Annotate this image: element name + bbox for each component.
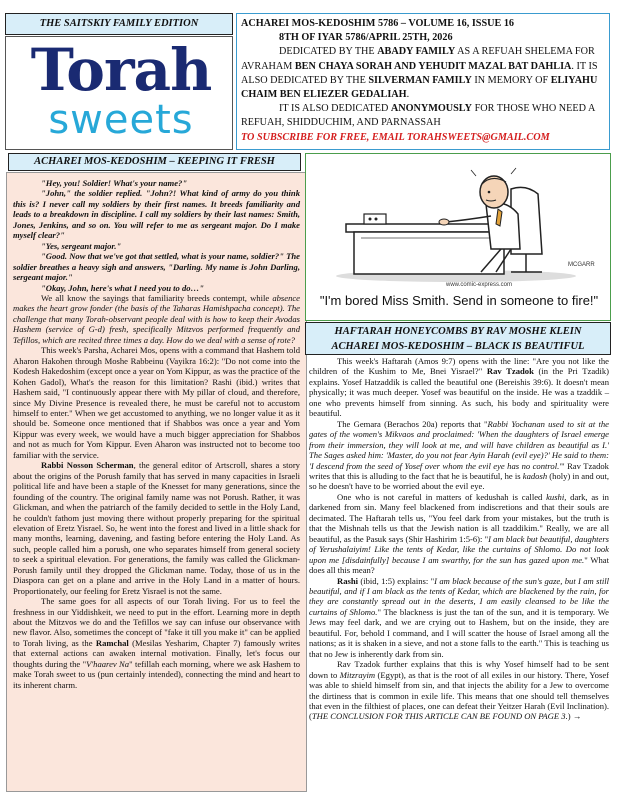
article2-title-line1: HAFTARAH HONEYCOMBS BY RAV MOSHE KLEIN — [334, 326, 582, 337]
cartoon-caption: "I'm bored Miss Smith. Send in someone to fire!" — [319, 293, 599, 308]
edition-label: THE SAITSKIY FAMILY EDITION — [5, 13, 233, 35]
article2-paragraph: Rashi (ibid, 1:5) explains: "I am black because of the sun's gaze, but I am still beautiful, and if I am black as the tents of Kedar, which are blackened by the rain, for they are constantly spread out in the deserts, I am easily cleansed to be like the curtains of Shlomo." The blackness is just the tan of the sun, and it is temporary. We Jews may feel dark, and we are crying out to Hashem, but on the inside, they are beautiful. For, behold I command, and I will scatter the house of Israel among all the nations; as it is shaken in a sieve, and not a stone falls to the earth." This is teaching us that no Jew is inherently dark from sin. — [309, 575, 609, 659]
article1-paragraph: Rabbi Nosson Scherman, the general editor of Artscroll, shares a story about the origins of the Porush family that has served in many capacities in Israeli political life and have been a staple of the Knesset for many generations, since the founding of the country. The original family name was not Porush. Rather, it was Glickman, and when the patriarch of the family decided to settle in the Holy Land, he couldn't fathom just moving there without properly preparing for the spiritual elevation of Eretz Yisrael. So, he went into the forest and lived in a little shack for many months, learning, davening, and fasting before entering the Holy Land. As such, people called him a porush, one who separates himself from general society to seek a spiritual elevation. For generations, the family was called the Glickman-Porush family until they dropped the Glickman name. Today, those of us in the Diaspora can get on a plane and arrive in the Holy Land in a matter of hours. Proportionately, our feeling for Eretz Yisrael is not the same. — [13, 460, 300, 596]
article1-paragraph: This week's Parsha, Acharei Mos, opens with a command that Hashem told Aharon Hakohen through Moshe Rabbeinu (Vayikra 16:2): "Do not come into the Kodesh Hakedoshim (except once a year on Yom Kippur, as was the practice of the Kohen Gadol), What's the reason for this limitation? Rashi (ibid.) writes that Hashem said, "I continuously appear there with My pillar of cloud, and therefore, since My Divine Presence is revealed there, he must be careful not to accustom himself to enter." When we get accustomed to anything, we no longer value it as it should be. Someone once mentioned that if Shabbos was once a year and Yom Kippur was every week, we would have a much bigger appreciation for Shabbos and not as much for Yom Kippur. Even Aharon was instructed not to become too familiar with the service. — [13, 345, 300, 460]
article2-paragraph: One who is not careful in matters of kedushah is called kushi, dark, as in darkened from sin. Many feel blackened from indiscretions and that their souls are decimated. The Haftarah tells us, "You feel dark from your mistakes, but the truth is that the Mishnah tells us that the Jewish nation is all tzaddikim." Really, we are all beautiful, as the Pasuk says (Shir Hashirim 1:5-6): "I am black but beautiful, daughters of Yerushalaiyim! Like the tents of Kedar, like the curtains of Shlomo. Do not look upon me [disdainfully] because I am swarthy, for the sun has gazed upon me." What does all this mean? — [309, 491, 610, 576]
issue-info-box — [236, 13, 610, 150]
article2-title-line2: ACHAREI MOS-KEDOSHIM – BLACK IS BEAUTIFUL — [331, 341, 585, 352]
cartoon-artist-signature: MCGARR — [568, 262, 595, 268]
cartoon-man-hand — [439, 219, 449, 225]
article2-title — [305, 322, 611, 355]
article2-body — [307, 356, 611, 792]
date-line: 8TH OF IYAR 5786/APRIL 25TH, 2026 — [279, 32, 453, 44]
subscribe-line: TO SUBSCRIBE FOR FREE, EMAIL TORAHSWEETS@GMAIL.COM — [241, 131, 550, 143]
cartoon-man-body — [486, 203, 520, 249]
cartoon-motion-line — [511, 168, 516, 174]
issue-line: ACHAREI MOS-KEDOSHIM 5786 – VOLUME 16, ISSUE 16 — [241, 18, 515, 29]
dedication-2: IT IS ALSO DEDICATED ANONYMOUSLY FOR THOSE WHO NEED A REFUAH, SHIDDUCHIM, AND PARNASSAH — [241, 103, 595, 129]
cartoon-man-eye — [488, 191, 491, 194]
article1-paragraph: "Good. Now that we've got that settled, what is your name, soldier?" The soldier breathes a heavy sigh and answers, "Darling. My name is John Darling, sergeant major." — [13, 251, 300, 283]
article1-body — [6, 172, 307, 792]
article1-paragraph: "John," the soldier replied. "John?! What kind of army do you think this is? I never call my soldiers by their first names. It breeds familiarity and leads to a breakdown in discipline. I call my soldiers by their last names: Smith, Jones, Jenkins, and so on. You will refer to me as sergeant major. Do I make myself clear?" — [13, 188, 300, 241]
cartoon-intercom-button — [375, 218, 378, 221]
logo-word-sweets: sweets — [48, 97, 194, 143]
article2-paragraph: Rav Tzadok further explains that this is why Yosef himself had to be sent down to Mitzrayim (Egypt), as that is the root of all exiles in our history. There, Yosef was able to shield himself from sin, and that injects the ability for a Jew to overcome the dirtiness that is common in exile life. This means that one should tell themselves that even in the filthiest of places, one can defeat their Yeitzer Harah (Evil Inclination). (THE CONCLUSION FOR THIS ARTICLE CAN BE FOUND ON PAGE 3.) → — [309, 659, 609, 722]
cartoon-intercom-button — [369, 218, 372, 221]
article1-paragraph: We all know the sayings that familiarity breeds contempt, while absence makes the heart grow fonder (the basis of the Taharas Hamishpacha concept). The challenge that many Torah-observant people deal with is how to keep their Avodas Hashem (service of G-d) fresh, specifically Mitzvos performed frequently and Tefillos, which are recited three times a day. How do we deal with a sense of rote? — [13, 292, 300, 345]
cartoon-url: www.comic-express.com — [446, 282, 513, 288]
article1-paragraph: The same goes for all aspects of our Torah living. For us to feel the freshness in our Yiddishkeit, we need to put in the effort. Learning more in depth about the Mitzvos we do and the Tefillos we say can infuse our observance with new flavor. Also, sometimes the concept of "fake it till you make it" can be applied to Torah living, as the Ramchal (Mesilas Yesharim, Chapter 7) famously writes that external actions can awaken internal motivation. Finally, let's focus our thoughts during the "V'haarev Na" tefillah each morning, where we ask Hashem to make Torah sweet to us (pun certainly intended), connecting the mind and heart to its inherent charm. — [13, 596, 301, 690]
logo-word-torah: Torah — [30, 36, 212, 104]
cartoon-image — [305, 153, 611, 321]
torah-sweets-logo — [5, 36, 233, 150]
article1-title: ACHAREI MOS-KEDOSHIM – KEEPING IT FRESH — [8, 153, 301, 171]
cartoon-man-arm — [446, 216, 491, 222]
article2-paragraph: This week's Haftarah (Amos 9:7) opens with the line: "Are you not like the children of the Kushim to Me, Bnei Yisrael?" Rav Tzadok (in the Pri Tzadik) explains. Yosef Hatzaddik is called the beautiful one (Bereishis 39:6). It doesn't mean physically; it was much deeper. Yosef was beautiful on the inside. He was a tzaddik – one who prevents himself from sinning. As such, his body and spirituality were beautiful. — [309, 356, 609, 419]
dedication-1: DEDICATED BY THE ABADY FAMILY AS A REFUAH SHELEMA FOR AVRAHAM BEN CHAYA SORAH AND YEHUDIT MAZAL BAT DAHLIA. IT IS ALSO DEDICATED BY THE SILVERMAN FAMILY IN MEMORY OF ELIYAHU CHAIM BEN ELIEZER GEDALIAH. — [241, 46, 598, 101]
cartoon-motion-line — [471, 170, 476, 176]
article2-paragraph: The Gemara (Berachos 20a) reports that "Rabbi Yochanan used to sit at the gates of the women's Mikvaos and proclaimed: 'When the daughters of Israel emerge from their immersion, they will look at me, and will have children as beautiful as I.' The Sages asked him: 'Master, do you not fear Ayin Harah (evil eye)?' He said to them: 'I descend from the seed of Yosef over whom the evil eye has no control.'" Rav Tzadok writes that this is alluding to the fact that he is beautiful, he is kadosh (holy) in and out, so he doesn't have to be worried about the evil eye. — [309, 418, 609, 492]
article1-paragraph: "Yes, sergeant major." — [41, 240, 122, 251]
article1-paragraph: "Okay, John, here's what I need you to do…" — [41, 282, 204, 293]
article1-paragraph: "Hey, you! Soldier! What's your name?" — [41, 178, 188, 188]
